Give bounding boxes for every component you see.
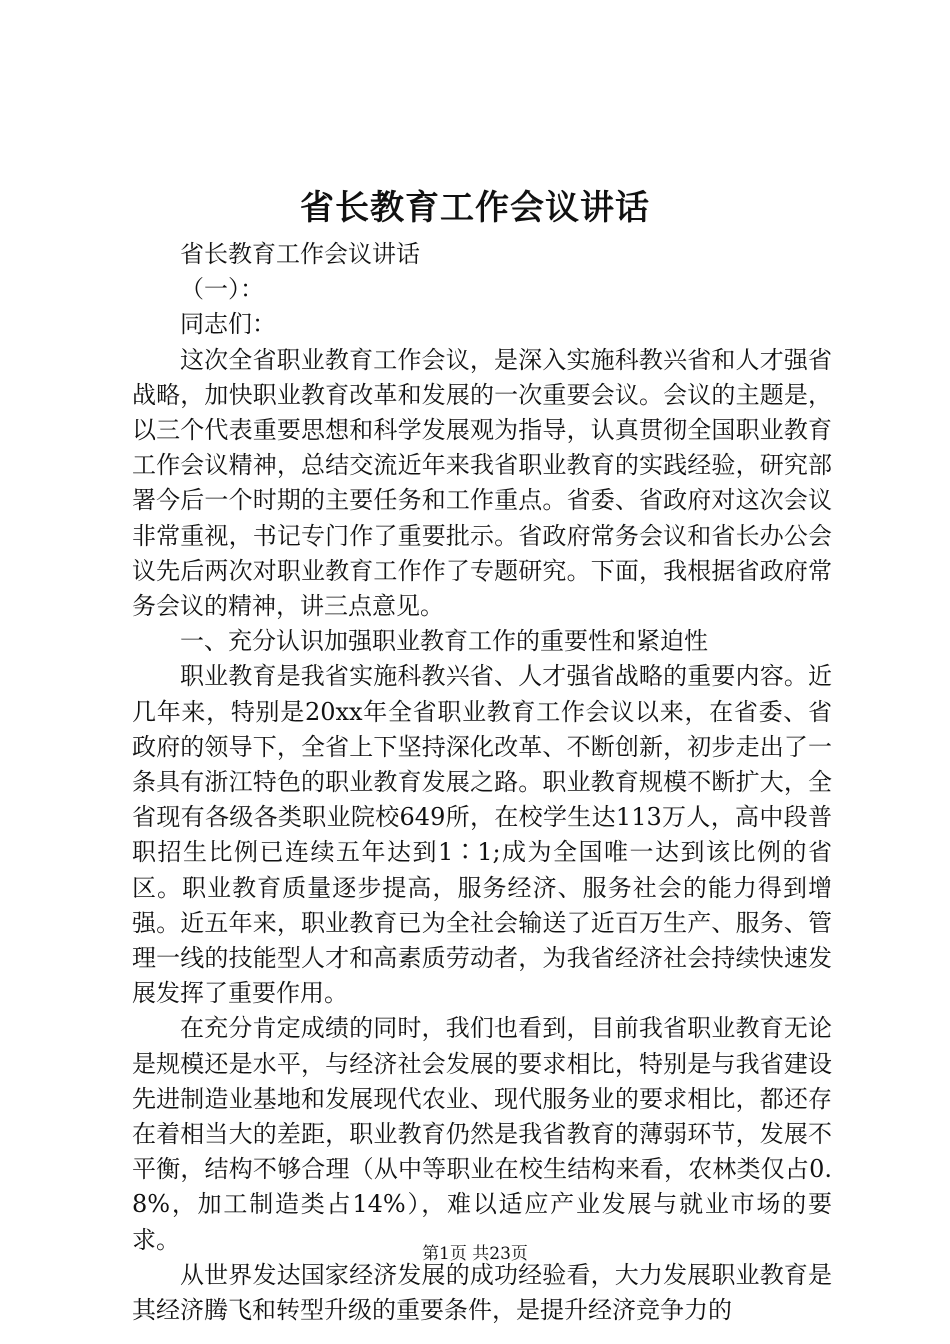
subtitle-paragraph: 省长教育工作会议讲话 [180,240,420,268]
body-paragraph: 这次全省职业教育工作会议，是深入实施科教兴省和人才强省战略，加快职业教育改革和发展的一次重要会议。会议的主题是，以三个代表重要思想和科学发展观为指导，认真贯彻全国职业教育工作会议精神，总结交流近年来我省职业教育的实践经验，研究部署今后一个时期的主要任务和工作重点。省委、省政府对这次会议非常重视，书记专门作了重要批示。省政府常务会议和省长办公会议先后两次对职业教育工作作了专题研究。下面，我根据省政府常务会议的精神，讲三点意见。 [132,345,832,621]
body-paragraph: 从世界发达国家经济发展的成功经验看，大力发展职业教育是其经济腾飞和转型升级的重要条件，是提升经济竞争力的 [132,1260,832,1325]
page-number: 第1页 共23页 [422,1244,528,1264]
salutation: 同志们： [180,310,276,339]
body-paragraph: 在充分肯定成绩的同时，我们也看到，目前我省职业教育无论是规模还是水平，与经济社会发展的要求相比，特别是与我省建设先进制造业基地和发展现代农业、现代服务业的要求相比，都还存在着相当大的差距，职业教育仍然是我省教育的薄弱环节，发展不平衡，结构不够合理（从中等职业在校生结构来看，农林类仅占0.8%，加工制造类占14%），难以适应产业发展与就业市场的要求。 [132,1014,832,1254]
section-marker: （一）： [180,275,264,304]
body-paragraph: 职业教育是我省实施科教兴省、人才强省战略的重要内容。近几年来，特别是20xx年全省职业教育工作会议以来，在省委、省政府的领导下，全省上下坚持深化改革、不断创新，初步走出了一条具有浙江特色的职业教育发展之路。职业教育规模不断扩大，全省现有各级各类职业院校649所，在校学生达113万人，高中段普职招生比例已连续五年达到1∶1;成为全国唯一达到该比例的省区。职业教育质量逐步提高，服务经济、服务社会的能力得到增强。近五年来，职业教育已为全社会输送了近百万生产、服务、管理一线的技能型人才和高素质劳动者，为我省经济社会持续快速发展发挥了重要作用。 [132,662,832,1008]
section-heading: 一、充分认识加强职业教育工作的重要性和紧迫性 [180,627,708,656]
document-body [132,237,832,1328]
document-title: 省长教育工作会议讲话 [300,188,650,228]
